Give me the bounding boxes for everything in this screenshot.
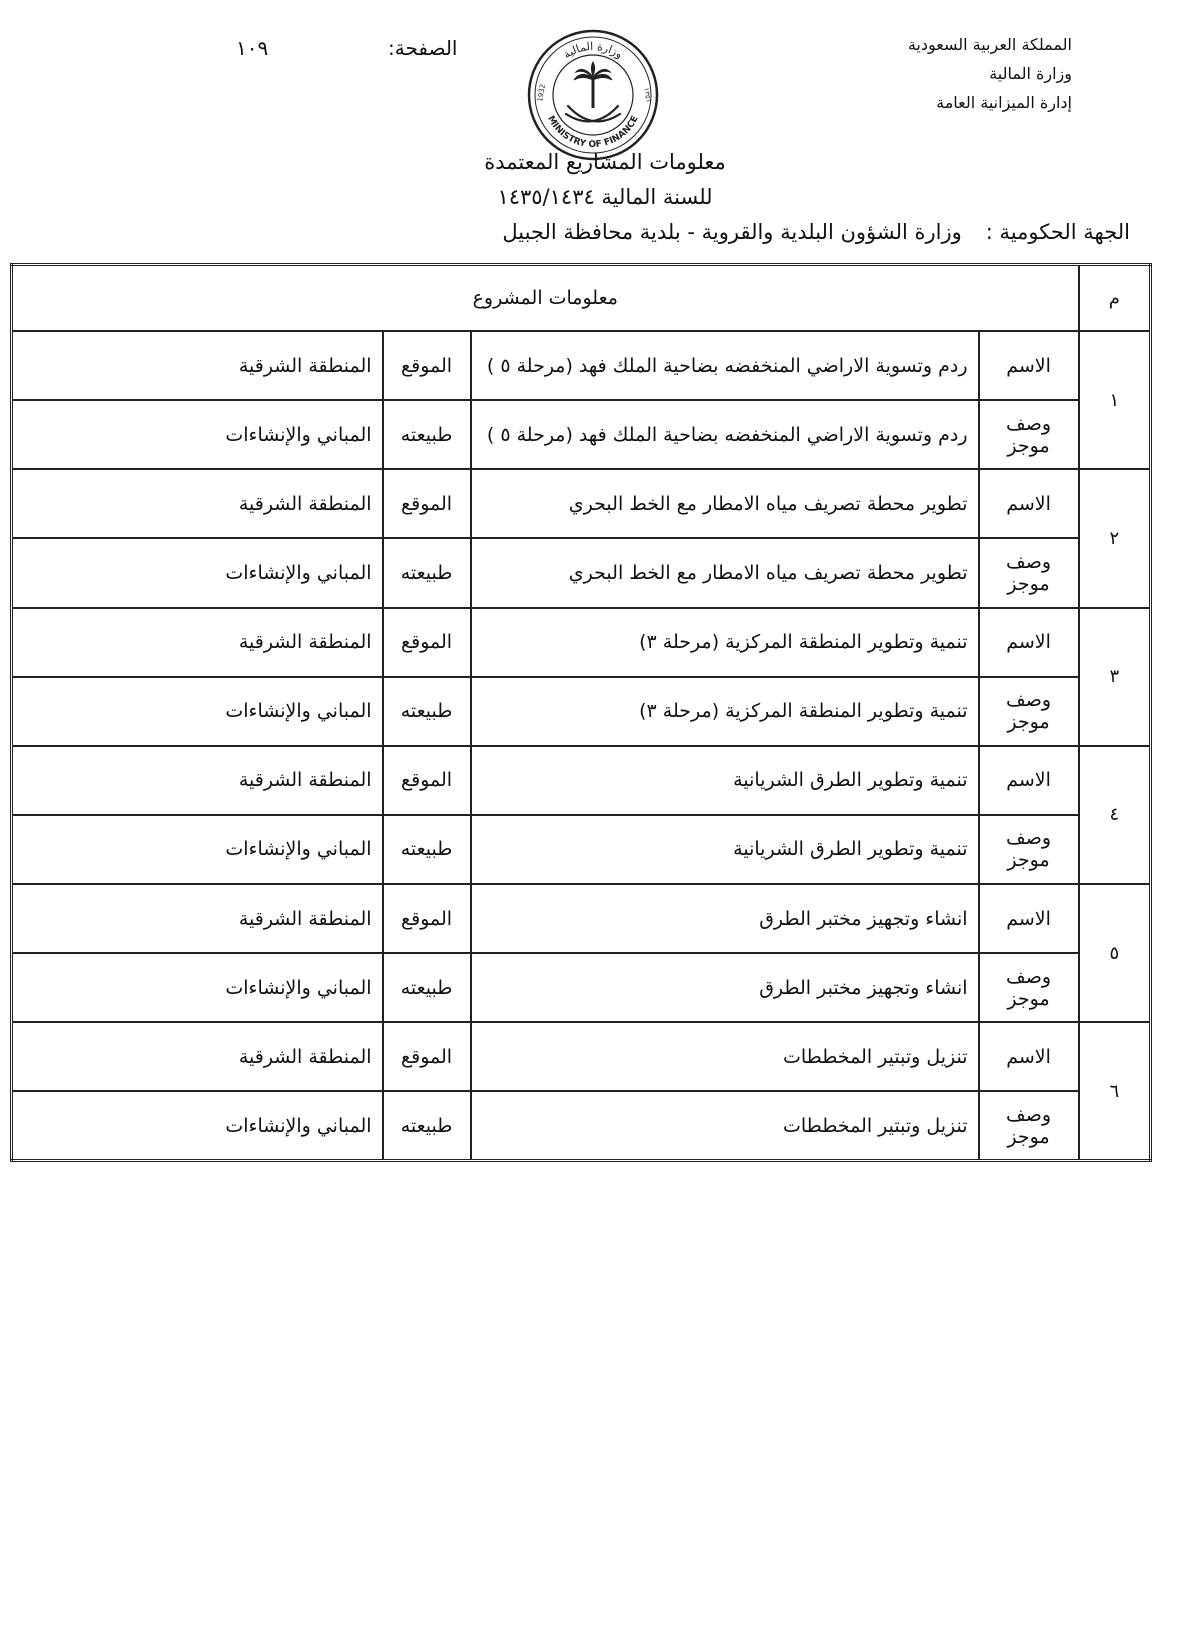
description-label: وصف موجز bbox=[979, 1091, 1079, 1160]
projects-table bbox=[10, 263, 1152, 1162]
name-label: الاسم bbox=[979, 469, 1079, 538]
location-label: الموقع bbox=[383, 1022, 471, 1091]
nature-label: طبيعته bbox=[383, 1091, 471, 1160]
project-description: تنمية وتطوير الطرق الشريانية bbox=[471, 815, 979, 884]
description-label: وصف موجز bbox=[979, 953, 1079, 1022]
name-label: الاسم bbox=[979, 884, 1079, 953]
agency-label: الجهة الحكومية : bbox=[985, 220, 1130, 244]
seal-year-left: 1932 bbox=[536, 83, 548, 103]
page-label: الصفحة: bbox=[388, 36, 458, 60]
nature-label: طبيعته bbox=[383, 538, 471, 607]
table-row-project-name bbox=[12, 331, 1151, 400]
column-header-project-info: معلومات المشروع bbox=[12, 265, 1079, 332]
table-row-project-description bbox=[12, 1091, 1151, 1160]
project-location: المنطقة الشرقية bbox=[12, 746, 383, 815]
description-label: وصف موجز bbox=[979, 815, 1079, 884]
project-nature: المباني والإنشاءات bbox=[12, 400, 383, 469]
table-row-project-description bbox=[12, 538, 1151, 607]
project-location: المنطقة الشرقية bbox=[12, 469, 383, 538]
table-row-project-description bbox=[12, 815, 1151, 884]
project-name: تنمية وتطوير المنطقة المركزية (مرحلة ٣) bbox=[471, 608, 979, 677]
project-number: ٢ bbox=[1079, 469, 1151, 607]
nature-label: طبيعته bbox=[383, 815, 471, 884]
project-nature: المباني والإنشاءات bbox=[12, 815, 383, 884]
project-location: المنطقة الشرقية bbox=[12, 608, 383, 677]
name-label: الاسم bbox=[979, 331, 1079, 400]
location-label: الموقع bbox=[383, 331, 471, 400]
country-name: المملكة العربية السعودية bbox=[907, 35, 1072, 54]
nature-label: طبيعته bbox=[383, 677, 471, 746]
project-name: تنمية وتطوير الطرق الشريانية bbox=[471, 746, 979, 815]
svg-text:وزارة المالية bbox=[561, 40, 625, 61]
palm-tree-icon bbox=[574, 62, 612, 108]
project-description: تنزيل وتبتير المخططات bbox=[471, 1091, 979, 1160]
crossed-swords-icon bbox=[566, 106, 620, 121]
agency-value: وزارة الشؤون البلدية والقروية - بلدية محافظة الجبيل bbox=[502, 220, 962, 244]
project-description: تنمية وتطوير المنطقة المركزية (مرحلة ٣) bbox=[471, 677, 979, 746]
table-row-project-description bbox=[12, 400, 1151, 469]
project-name: ردم وتسوية الاراضي المنخفضه بضاحية الملك فهد (مرحلة ٥ ) bbox=[471, 331, 979, 400]
table-row-project-description bbox=[12, 677, 1151, 746]
fiscal-year-subtitle: للسنة المالية ١٤٣٥/١٤٣٤ bbox=[497, 185, 713, 209]
seal-english-text: MINISTRY OF FINANCE bbox=[545, 114, 641, 151]
table-row-project-description bbox=[12, 953, 1151, 1022]
project-location: المنطقة الشرقية bbox=[12, 331, 383, 400]
project-number: ١ bbox=[1079, 331, 1151, 469]
project-location: المنطقة الشرقية bbox=[12, 884, 383, 953]
document-title: معلومات المشاريع المعتمدة bbox=[484, 150, 726, 174]
location-label: الموقع bbox=[383, 469, 471, 538]
project-number: ٤ bbox=[1079, 746, 1151, 884]
name-label: الاسم bbox=[979, 1022, 1079, 1091]
ministry-seal-logo bbox=[526, 28, 660, 162]
ministry-name: وزارة المالية bbox=[989, 64, 1072, 83]
project-nature: المباني والإنشاءات bbox=[12, 677, 383, 746]
location-label: الموقع bbox=[383, 746, 471, 815]
project-name: تطوير محطة تصريف مياه الامطار مع الخط البحري bbox=[471, 469, 979, 538]
project-description: تطوير محطة تصريف مياه الامطار مع الخط البحري bbox=[471, 538, 979, 607]
column-header-number: م bbox=[1079, 265, 1151, 332]
description-label: وصف موجز bbox=[979, 677, 1079, 746]
project-name: انشاء وتجهيز مختبر الطرق bbox=[471, 884, 979, 953]
description-label: وصف موجز bbox=[979, 400, 1079, 469]
project-number: ٣ bbox=[1079, 608, 1151, 746]
location-label: الموقع bbox=[383, 608, 471, 677]
nature-label: طبيعته bbox=[383, 400, 471, 469]
seal-arabic-text: وزارة المالية bbox=[560, 39, 626, 62]
svg-text:MINISTRY OF FINANCE bbox=[545, 114, 640, 150]
table-header-row bbox=[12, 265, 1151, 332]
name-label: الاسم bbox=[979, 608, 1079, 677]
government-agency-line bbox=[502, 220, 1130, 244]
table-row-project-name bbox=[12, 608, 1151, 677]
project-location: المنطقة الشرقية bbox=[12, 1022, 383, 1091]
project-number: ٦ bbox=[1079, 1022, 1151, 1160]
name-label: الاسم bbox=[979, 746, 1079, 815]
department-name: إدارة الميزانية العامة bbox=[936, 93, 1072, 112]
project-nature: المباني والإنشاءات bbox=[12, 1091, 383, 1160]
project-description: انشاء وتجهيز مختبر الطرق bbox=[471, 953, 979, 1022]
description-label: وصف موجز bbox=[979, 538, 1079, 607]
table-row-project-name bbox=[12, 469, 1151, 538]
project-name: تنزيل وتبتير المخططات bbox=[471, 1022, 979, 1091]
project-nature: المباني والإنشاءات bbox=[12, 953, 383, 1022]
project-number: ٥ bbox=[1079, 884, 1151, 1022]
project-nature: المباني والإنشاءات bbox=[12, 538, 383, 607]
project-description: ردم وتسوية الاراضي المنخفضه بضاحية الملك فهد (مرحلة ٥ ) bbox=[471, 400, 979, 469]
table-row-project-name bbox=[12, 884, 1151, 953]
location-label: الموقع bbox=[383, 884, 471, 953]
nature-label: طبيعته bbox=[383, 953, 471, 1022]
header-org-block bbox=[908, 30, 1072, 117]
page-number: ١٠٩ bbox=[236, 36, 269, 60]
table-row-project-name bbox=[12, 746, 1151, 815]
seal-year-right: ١٣٥١ bbox=[642, 86, 653, 104]
table-row-project-name bbox=[12, 1022, 1151, 1091]
